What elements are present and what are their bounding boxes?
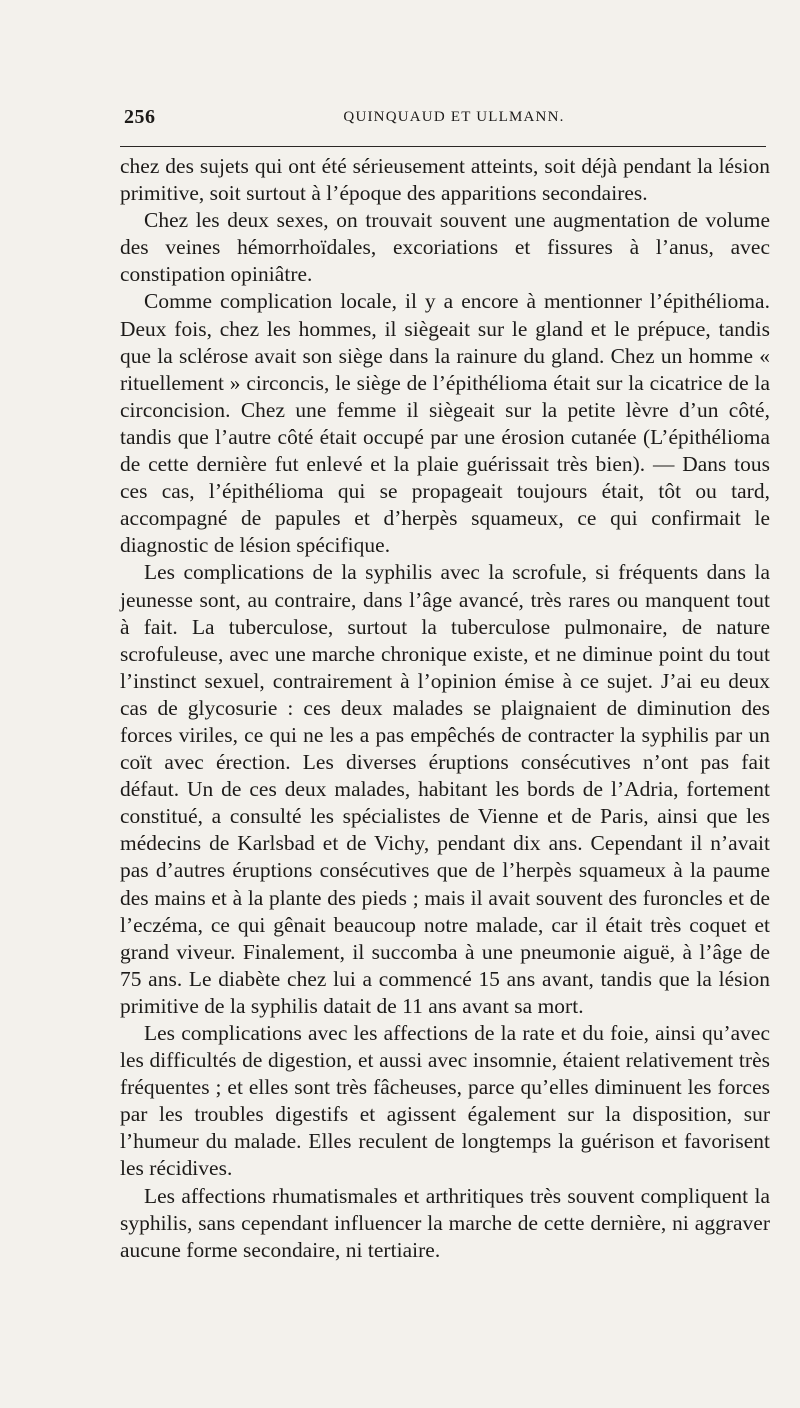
paragraph-rheumatism: Les affections rhumatismales et arthritiques très souvent compliquent la syphilis, sans cependant influencer la marche de cette dernière, ni aggraver aucune forme secondaire, ni tertiaire. — [120, 1183, 770, 1262]
paragraph-hemorrhoids: Chez les deux sexes, on trouvait souvent une augmentation de volume des veines hémorrhoïdales, excoriations et fissures à l’anus, avec constipation opiniâtre. — [120, 208, 770, 287]
running-head: QUINQUAUD ET ULLMANN. — [343, 109, 565, 125]
paragraph-scrofula: Les complications de la syphilis avec la scrofule, si fréquents dans la jeunesse sont, au contraire, dans l’âge avancé, très rares ou manquent tout à fait. La tuberculose, surtout la tuberculose pulmonaire, de nature scrofuleuse, avec une marche chronique existe, et ne diminue point du tout l’instinct sexuel, contrairement à l’opinion émise à ce sujet. J’ai eu deux cas de glycosurie : ces deux malades se plaignaient de diminution des forces viriles, ce qui ne les a pas empêchés de contracter la syphilis par un coït avec érection. Les diverses éruptions consécutives n’ont pas fait défaut. Un de ces deux malades, habitant les bords de l’Adria, fortement constitué, a consulté les spécialistes de Vienne et de Paris, ainsi que les médecins de Karlsbad et de Vichy, pendant dix ans. Cependant il n’avait pas d’autres éruptions consécutives que de l’herpès squameux à la paume des mains et à la plante des pieds ; mais il avait souvent des furoncles et de l’eczéma, ce qui gênait beaucoup notre malade, car il était très coquet et grand viveur. Finalement, il succomba à une pneumonie aiguë, à l’âge de 75 ans. Le diabète chez lui a commencé 15 ans avant, tandis que la lésion primitive de la syphilis datait de 11 ans avant sa mort. — [120, 560, 770, 1018]
paragraph-epithelioma: Comme complication locale, il y a encore à mentionner l’épithélioma. Deux fois, chez les hommes, il siègeait sur le gland et le prépuce, tandis que la sclérose avait son siège dans la rainure du gland. Chez un homme « rituellement » circoncis, le siège de l’épithélioma était sur la cicatrice de la circoncision. Chez une femme il siègeait sur la petite lèvre d’un côté, tandis que l’autre côté était occupé par une érosion cutanée (L’épithélioma de cette dernière fut enlevé et la plaie guérissait très bien). — Dans tous ces cas, l’épithélioma qui se propageait toujours était, tôt ou tard, accompagné de papules et d’herpès squameux, ce qui confirmait le diagnostic de lésion spécifique. — [120, 289, 770, 558]
header-rule — [120, 146, 766, 147]
body-text — [120, 153, 770, 1264]
paragraph-continuation: chez des sujets qui ont été sérieusement atteints, soit déjà pendant la lésion primitive, soit surtout à l’époque des apparitions secondaires. — [120, 154, 770, 206]
page-number: 256 — [124, 106, 156, 128]
paragraph-spleen-liver: Les complications avec les affections de la rate et du foie, ainsi qu’avec les difficultés de digestion, et aussi avec insomnie, étaient relativement très fréquentes ; et elles sont très fâcheuses, parce qu’elles diminuent les forces par les troubles digestifs et agissent également sur la disposition, sur l’humeur du malade. Elles reculent de longtemps la guérison et favorisent les récidives. — [120, 1021, 770, 1181]
page-header — [120, 106, 770, 140]
